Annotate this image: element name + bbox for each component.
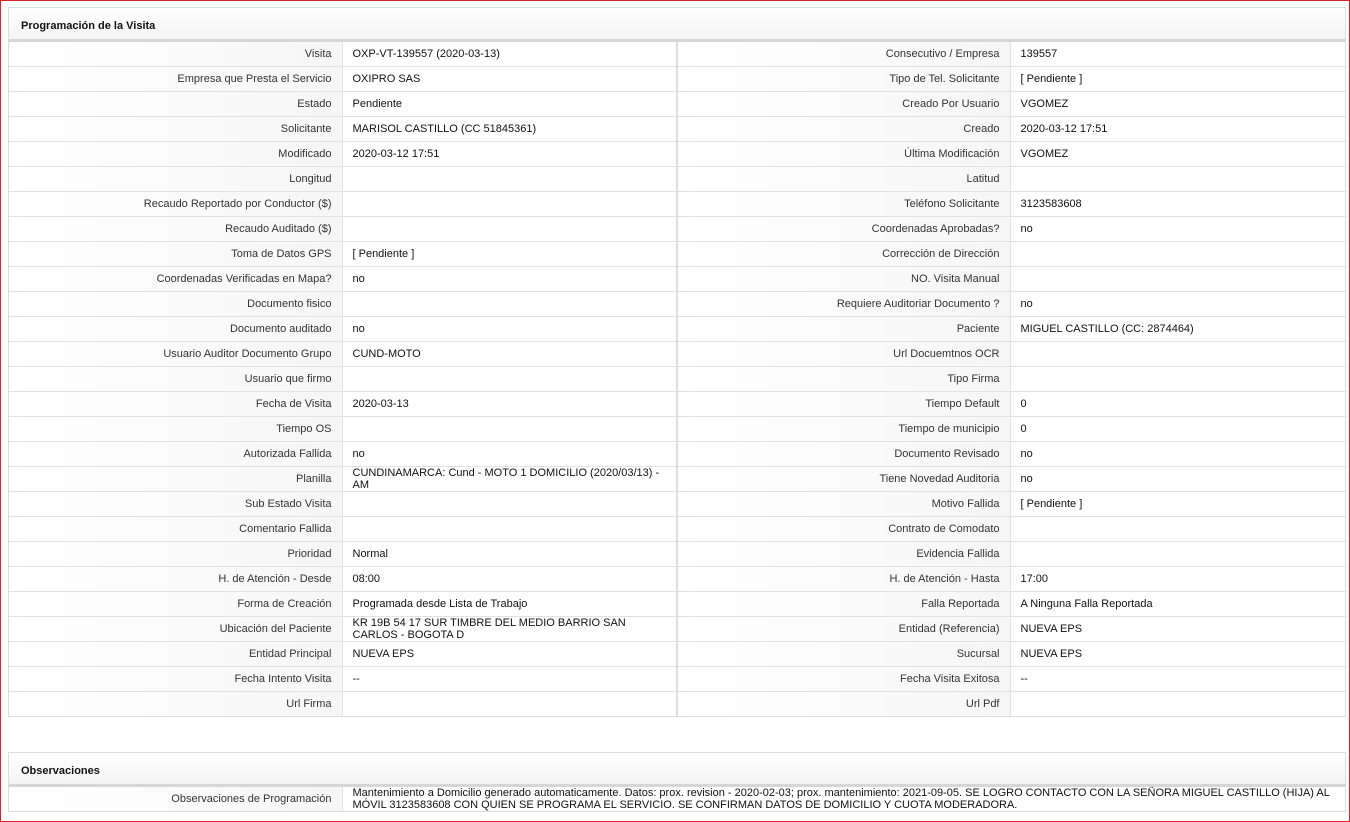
- field-value: [342, 692, 677, 717]
- table-row: [9, 217, 1345, 242]
- field-label: Consecutivo / Empresa: [677, 42, 1010, 67]
- field-label: Última Modificación: [677, 142, 1010, 167]
- field-label: Entidad (Referencia): [677, 617, 1010, 642]
- field-label: Recaudo Auditado ($): [9, 217, 342, 242]
- field-value: 139557: [1010, 42, 1345, 67]
- table-row: [9, 417, 1345, 442]
- field-label: Documento fisico: [9, 292, 342, 317]
- table-row: [9, 242, 1345, 267]
- field-value: [342, 167, 677, 192]
- field-label: Recaudo Reportado por Conductor ($): [9, 192, 342, 217]
- field-value: CUND-MOTO: [342, 342, 677, 367]
- table-row: [9, 787, 1345, 811]
- field-label: Tiene Novedad Auditoria: [677, 467, 1010, 492]
- field-label: Comentario Fallida: [9, 517, 342, 542]
- field-label: Modificado: [9, 142, 342, 167]
- field-value: [ Pendiente ]: [1010, 492, 1345, 517]
- field-label: Forma de Creación: [9, 592, 342, 617]
- field-value: [342, 217, 677, 242]
- table-row: [9, 542, 1345, 567]
- field-label: Url Firma: [9, 692, 342, 717]
- field-label: Fecha Intento Visita: [9, 667, 342, 692]
- field-value: VGOMEZ: [1010, 142, 1345, 167]
- field-label: Coordenadas Verificadas en Mapa?: [9, 267, 342, 292]
- table-row: [9, 117, 1345, 142]
- field-value: [342, 367, 677, 392]
- field-label: Autorizada Fallida: [9, 442, 342, 467]
- field-label: Paciente: [677, 317, 1010, 342]
- field-value: 08:00: [342, 567, 677, 592]
- field-label: Tipo de Tel. Solicitante: [677, 67, 1010, 92]
- field-value: KR 19B 54 17 SUR TIMBRE DEL MEDIO BARRIO SAN CARLOS - BOGOTA D: [342, 617, 677, 642]
- field-label: Observaciones de Programación: [9, 787, 342, 811]
- field-value: 2020-03-12 17:51: [342, 142, 677, 167]
- field-label: Creado: [677, 117, 1010, 142]
- field-label: Fecha Visita Exitosa: [677, 667, 1010, 692]
- field-value: 3123583608: [1010, 192, 1345, 217]
- field-label: Tipo Firma: [677, 367, 1010, 392]
- field-label: NO. Visita Manual: [677, 267, 1010, 292]
- field-value: 0: [1010, 392, 1345, 417]
- field-label: Tiempo de municipio: [677, 417, 1010, 442]
- field-value: CUNDINAMARCA: Cund - MOTO 1 DOMICILIO (2020/03/13) - AM: [342, 467, 677, 492]
- observations-header: Observaciones: [9, 753, 1345, 787]
- field-value: Mantenimiento a Domicilio generado automaticamente. Datos: prox. revision - 2020-02-03; prox. mantenimiento: 2021-09-05. SE LOGRO CONTACTO CON LA SEÑORA MIGUEL CASTILLO (HIJA) AL MÓVIL 3123583608 CON QUIEN SE PROGRAMA EL SERVICIO. SE CONFIRMAN DATOS DE DOMICILIO Y CUOTA MODERADORA.: [342, 787, 1345, 811]
- field-label: Contrato de Comodato: [677, 517, 1010, 542]
- field-label: Tiempo Default: [677, 392, 1010, 417]
- field-label: Falla Reportada: [677, 592, 1010, 617]
- field-label: Url Docuemtnos OCR: [677, 342, 1010, 367]
- field-value: [1010, 367, 1345, 392]
- field-value: 2020-03-12 17:51: [1010, 117, 1345, 142]
- field-label: Empresa que Presta el Servicio: [9, 67, 342, 92]
- field-label: Longitud: [9, 167, 342, 192]
- field-label: Estado: [9, 92, 342, 117]
- field-label: Url Pdf: [677, 692, 1010, 717]
- field-value: Normal: [342, 542, 677, 567]
- field-value: MARISOL CASTILLO (CC 51845361): [342, 117, 677, 142]
- field-label: Requiere Auditoriar Documento ?: [677, 292, 1010, 317]
- field-value: no: [1010, 442, 1345, 467]
- field-value: [ Pendiente ]: [1010, 67, 1345, 92]
- field-value: [1010, 242, 1345, 267]
- field-value: 0: [1010, 417, 1345, 442]
- field-value: [1010, 692, 1345, 717]
- field-value: Pendiente: [342, 92, 677, 117]
- table-row: [9, 442, 1345, 467]
- field-label: Teléfono Solicitante: [677, 192, 1010, 217]
- field-value: [342, 517, 677, 542]
- field-label: Solicitante: [9, 117, 342, 142]
- field-label: Creado Por Usuario: [677, 92, 1010, 117]
- field-value: [1010, 167, 1345, 192]
- field-label: H. de Atención - Hasta: [677, 567, 1010, 592]
- field-label: Planilla: [9, 467, 342, 492]
- field-value: no: [1010, 217, 1345, 242]
- table-row: [9, 192, 1345, 217]
- field-value: [342, 192, 677, 217]
- field-value: A Ninguna Falla Reportada: [1010, 592, 1345, 617]
- observations-table: [9, 787, 1345, 811]
- table-row: [9, 317, 1345, 342]
- field-label: Prioridad: [9, 542, 342, 567]
- field-value: NUEVA EPS: [1010, 642, 1345, 667]
- field-label: Corrección de Dirección: [677, 242, 1010, 267]
- field-value: no: [342, 267, 677, 292]
- field-value: [342, 417, 677, 442]
- table-row: [9, 617, 1345, 642]
- visit-programming-section: [8, 7, 1346, 717]
- table-row: [9, 667, 1345, 692]
- field-value: 2020-03-13: [342, 392, 677, 417]
- field-value: [1010, 267, 1345, 292]
- field-value: [1010, 342, 1345, 367]
- table-row: [9, 142, 1345, 167]
- observations-section: [8, 752, 1346, 812]
- table-row: [9, 517, 1345, 542]
- field-label: Fecha de Visita: [9, 392, 342, 417]
- field-label: Evidencia Fallida: [677, 542, 1010, 567]
- field-label: Entidad Principal: [9, 642, 342, 667]
- table-row: [9, 592, 1345, 617]
- field-label: Ubicación del Paciente: [9, 617, 342, 642]
- field-value: no: [342, 317, 677, 342]
- field-label: Motivo Fallida: [677, 492, 1010, 517]
- field-label: Latitud: [677, 167, 1010, 192]
- table-row: [9, 642, 1345, 667]
- table-row: [9, 267, 1345, 292]
- field-label: Toma de Datos GPS: [9, 242, 342, 267]
- field-value: [1010, 517, 1345, 542]
- field-label: Coordenadas Aprobadas?: [677, 217, 1010, 242]
- table-row: [9, 367, 1345, 392]
- field-value: NUEVA EPS: [1010, 617, 1345, 642]
- table-row: [9, 492, 1345, 517]
- field-label: Sub Estado Visita: [9, 492, 342, 517]
- field-label: Documento auditado: [9, 317, 342, 342]
- table-row: [9, 292, 1345, 317]
- field-value: OXIPRO SAS: [342, 67, 677, 92]
- field-label: Visita: [9, 42, 342, 67]
- field-label: Tiempo OS: [9, 417, 342, 442]
- field-value: [1010, 542, 1345, 567]
- table-row: [9, 392, 1345, 417]
- table-row: [9, 92, 1345, 117]
- field-value: 17:00: [1010, 567, 1345, 592]
- table-row: [9, 467, 1345, 492]
- field-label: H. de Atención - Desde: [9, 567, 342, 592]
- field-label: Documento Revisado: [677, 442, 1010, 467]
- table-row: [9, 567, 1345, 592]
- field-value: [342, 292, 677, 317]
- visit-programming-header: Programación de la Visita: [9, 8, 1345, 42]
- field-value: OXP-VT-139557 (2020-03-13): [342, 42, 677, 67]
- visit-details-table: [9, 42, 1345, 716]
- field-value: --: [342, 667, 677, 692]
- table-row: [9, 167, 1345, 192]
- field-value: Programada desde Lista de Trabajo: [342, 592, 677, 617]
- field-value: no: [1010, 467, 1345, 492]
- field-value: --: [1010, 667, 1345, 692]
- field-value: MIGUEL CASTILLO (CC: 2874464): [1010, 317, 1345, 342]
- table-row: [9, 342, 1345, 367]
- field-label: Usuario Auditor Documento Grupo: [9, 342, 342, 367]
- table-row: [9, 692, 1345, 717]
- field-label: Usuario que firmo: [9, 367, 342, 392]
- field-value: [ Pendiente ]: [342, 242, 677, 267]
- table-row: [9, 67, 1345, 92]
- field-value: VGOMEZ: [1010, 92, 1345, 117]
- table-row: [9, 42, 1345, 67]
- field-value: NUEVA EPS: [342, 642, 677, 667]
- field-value: no: [342, 442, 677, 467]
- field-value: no: [1010, 292, 1345, 317]
- field-label: Sucursal: [677, 642, 1010, 667]
- field-value: [342, 492, 677, 517]
